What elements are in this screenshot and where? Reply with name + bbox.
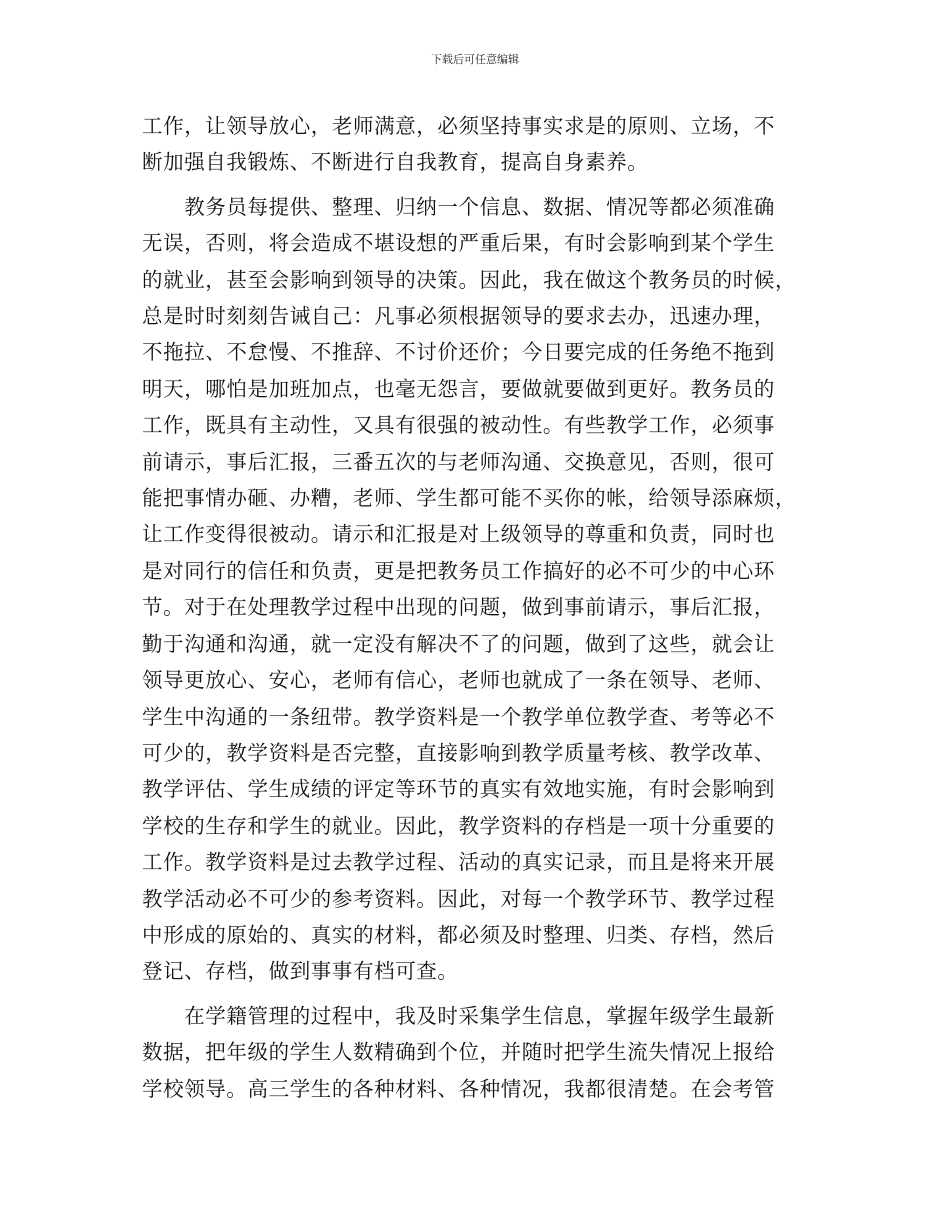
document-body bbox=[142, 108, 818, 1107]
text-line: 前请示，事后汇报，三番五次的与老师沟通、交换意见，否则，很可 bbox=[142, 449, 775, 474]
text-line: 教学活动必不可少的参考资料。因此，对每一个教学环节、教学过程 bbox=[142, 886, 775, 911]
paragraph-3 bbox=[142, 998, 818, 1107]
paragraph-2 bbox=[142, 189, 818, 990]
text-line: 节。对于在处理教学过程中出现的问题，做到事前请示，事后汇报， bbox=[142, 595, 775, 620]
text-line: 可少的，教学资料是否完整，直接影响到教学质量考核、教学改革、 bbox=[142, 740, 775, 765]
text-line: 断加强自我锻炼、不断进行自我教育，提高自身素养。 bbox=[142, 150, 649, 175]
text-line: 工作，既具有主动性，又具有很强的被动性。有些教学工作，必须事 bbox=[142, 413, 775, 438]
text-line: 工作。教学资料是过去教学过程、活动的真实记录，而且是将来开展 bbox=[142, 850, 775, 875]
text-line: 能把事情办砸、办糟，老师、学生都可能不买你的帐，给领导添麻烦， bbox=[142, 486, 797, 511]
paragraph-1 bbox=[142, 108, 818, 181]
text-line: 总是时时刻刻告诫自己：凡事必须根据领导的要求去办，迅速办理， bbox=[142, 304, 775, 329]
text-line: 学生中沟通的一条纽带。教学资料是一个教学单位教学查、考等必不 bbox=[142, 704, 775, 729]
text-line: 数据，把年级的学生人数精确到个位，并随时把学生流失情况上报给 bbox=[142, 1040, 775, 1065]
text-line: 中形成的原始的、真实的材料，都必须及时整理、归类、存档，然后 bbox=[142, 922, 775, 947]
text-line: 明天，哪怕是加班加点，也毫无怨言，要做就要做到更好。教务员的 bbox=[142, 376, 775, 401]
text-line: 工作，让领导放心，老师满意，必须坚持事实求是的原则、立场，不 bbox=[142, 114, 775, 138]
text-line: 勤于沟通和沟通，就一定没有解决不了的问题，做到了这些，就会让 bbox=[142, 631, 775, 656]
text-line: 学校领导。高三学生的各种材料、各种情况，我都很清楚。在会考管 bbox=[142, 1076, 775, 1101]
text-line: 教务员每提供、整理、归纳一个信息、数据、情况等都必须准确 bbox=[142, 194, 775, 219]
text-line: 学校的生存和学生的就业。因此，教学资料的存档是一项十分重要的 bbox=[142, 813, 775, 838]
text-line: 领导更放心、安心，老师有信心，老师也就成了一条在领导、老师、 bbox=[142, 668, 775, 693]
text-line: 让工作变得很被动。请示和汇报是对上级领导的尊重和负责，同时也 bbox=[142, 522, 775, 547]
text-line: 在学籍管理的过程中，我及时采集学生信息，掌握年级学生最新 bbox=[142, 1003, 775, 1028]
text-line: 是对同行的信任和负责，更是把教务员工作搞好的必不可少的中心环 bbox=[142, 558, 775, 583]
page-header: 下载后可任意编辑 bbox=[431, 53, 519, 66]
text-line: 的就业，甚至会影响到领导的决策。因此，我在做这个教务员的时候， bbox=[142, 267, 797, 292]
text-line: 教学评估、学生成绩的评定等环节的真实有效地实施，有时会影响到 bbox=[142, 777, 775, 802]
text-line: 无误，否则，将会造成不堪设想的严重后果，有时会影响到某个学生 bbox=[142, 231, 775, 256]
text-line: 不拖拉、不怠慢、不推辞、不讨价还价；今日要完成的任务绝不拖到 bbox=[142, 340, 775, 365]
text-line: 登记、存档，做到事事有档可查。 bbox=[142, 959, 459, 984]
